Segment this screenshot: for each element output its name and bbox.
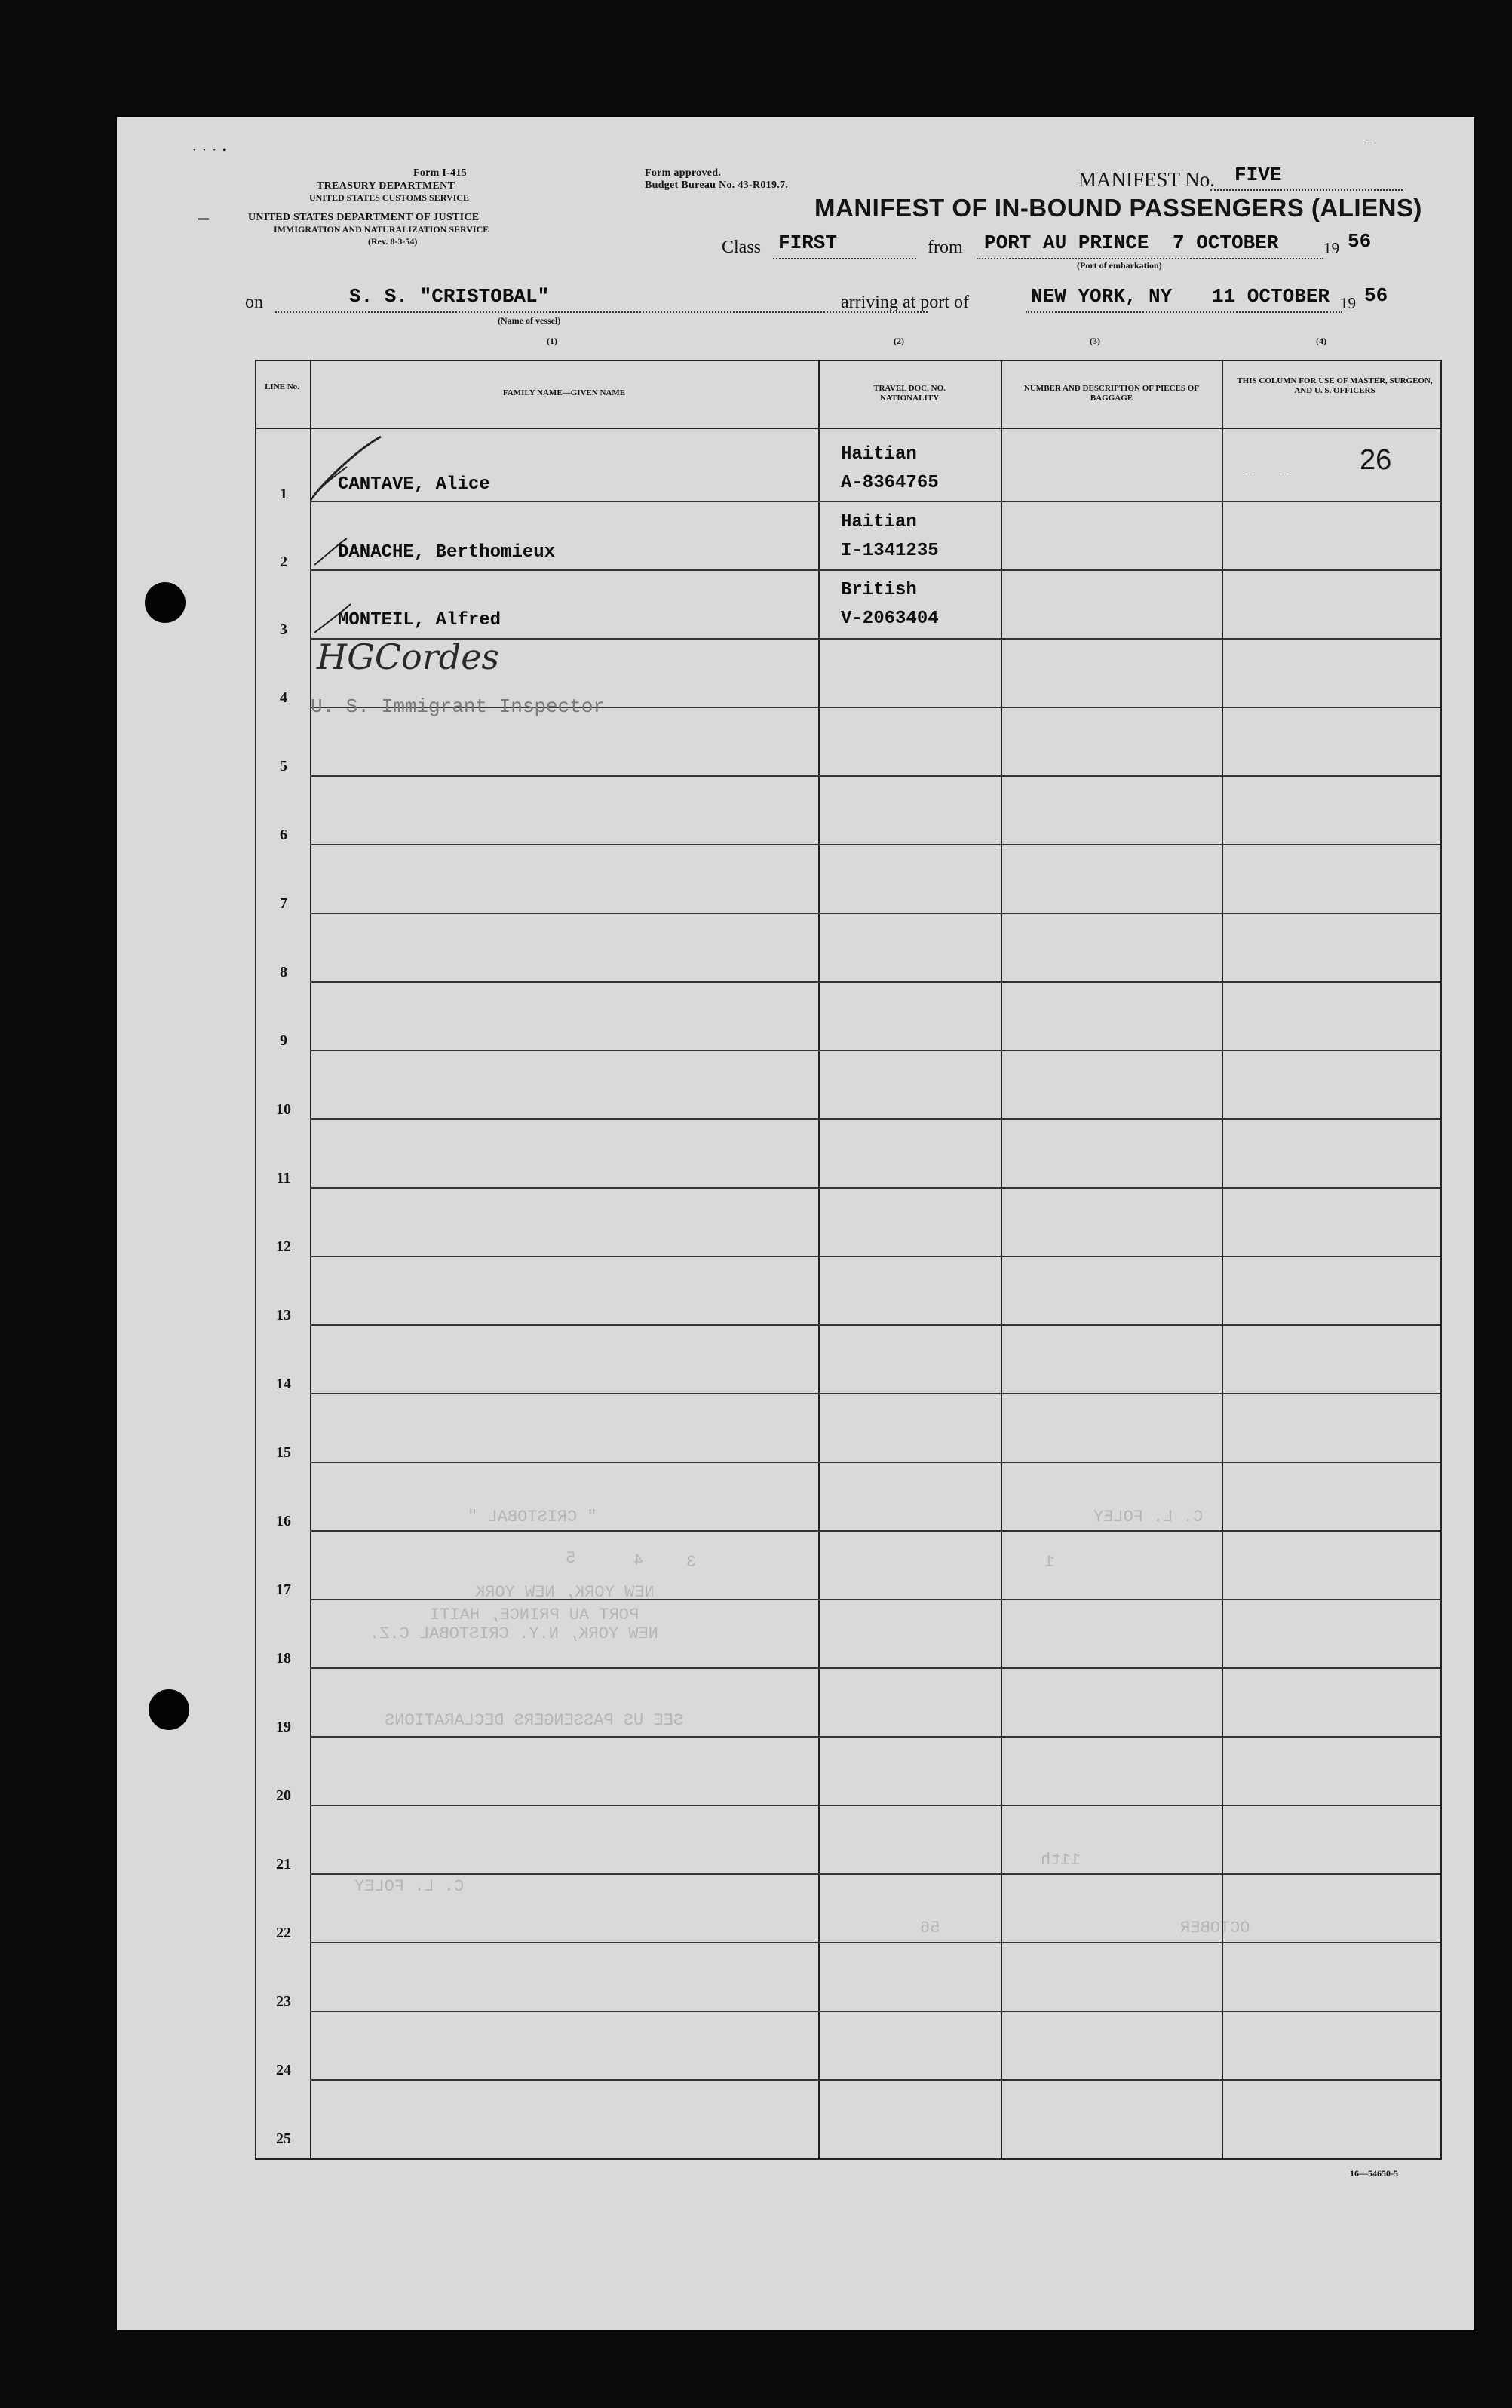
footer-code: 16—54650-5 xyxy=(1350,2168,1398,2179)
arrival-date: 11 OCTOBER xyxy=(1212,285,1330,308)
col-2-number: (2) xyxy=(894,336,904,346)
row-line xyxy=(310,1667,1440,1669)
official-dash: – xyxy=(1282,465,1290,481)
row-line xyxy=(310,1187,1440,1189)
bleed-number: 3 xyxy=(686,1553,697,1572)
vessel-name: S. S. "CRISTOBAL" xyxy=(349,285,550,308)
header-travel-doc: TRAVEL DOC. NO. NATIONALITY xyxy=(873,384,946,403)
bleed-month: OCTOBER xyxy=(1180,1919,1250,1937)
scan-mark: – xyxy=(198,206,209,229)
line-number: 24 xyxy=(276,2062,291,2078)
header-divider xyxy=(256,428,1440,429)
col-3-number: (3) xyxy=(1090,336,1100,346)
row-line xyxy=(310,1118,1440,1120)
header-line-no: LINE No. xyxy=(265,382,299,391)
bleed-number: 4 xyxy=(633,1551,644,1570)
ins-service: IMMIGRATION AND NATURALIZATION SERVICE xyxy=(274,224,489,235)
official-count: 26 xyxy=(1360,444,1392,476)
line-number: 6 xyxy=(280,827,287,843)
passenger-doc-number: I-1341235 xyxy=(841,541,939,561)
row-line xyxy=(310,1324,1440,1326)
row-line xyxy=(310,1393,1440,1394)
row-line xyxy=(310,775,1440,777)
line-number: 14 xyxy=(276,1376,291,1392)
bleed-port: NEW YORK, N.Y. CRISTOBAL C.Z. xyxy=(370,1624,658,1643)
inspector-title: U. S. Immigrant Inspector xyxy=(311,695,606,718)
row-line xyxy=(310,1873,1440,1875)
row-line xyxy=(310,501,1440,502)
passenger-name: CANTAVE, Alice xyxy=(338,474,490,495)
bleed-declarations: SEE US PASSENGERS DECLARATIONS xyxy=(385,1711,684,1730)
passenger-table xyxy=(255,360,1442,2160)
passenger-nationality: Haitian xyxy=(841,444,917,465)
form-approved: Form approved. xyxy=(645,167,722,179)
punch-hole-top xyxy=(145,582,186,623)
passenger-name: DANACHE, Berthomieux xyxy=(338,542,556,563)
line-number: 12 xyxy=(276,1238,291,1255)
line-number: 22 xyxy=(276,1925,291,1941)
row-line xyxy=(310,1805,1440,1806)
line-number: 19 xyxy=(276,1719,291,1735)
justice-dept: UNITED STATES DEPARTMENT OF JUSTICE xyxy=(248,212,480,223)
col-separator xyxy=(1001,361,1002,2158)
line-number: 21 xyxy=(276,1856,291,1873)
row-line xyxy=(310,2079,1440,2081)
vessel-caption: (Name of vessel) xyxy=(498,315,561,326)
year-prefix: 19 xyxy=(1323,239,1339,257)
row-line xyxy=(310,2011,1440,2012)
row-line xyxy=(310,1256,1440,1257)
bleed-port: NEW YORK, NEW YORK xyxy=(475,1583,655,1602)
line-number: 2 xyxy=(280,554,287,570)
manifest-no-label: MANIFEST No. xyxy=(1078,168,1216,191)
arrival-underline xyxy=(1026,311,1342,313)
line-number: 17 xyxy=(276,1581,291,1598)
class-label: Class xyxy=(722,238,762,257)
bleed-year: 56 xyxy=(920,1919,940,1937)
on-label: on xyxy=(245,293,263,312)
line-number: 13 xyxy=(276,1307,291,1324)
col-1-number: (1) xyxy=(547,336,557,346)
embark-date: 7 OCTOBER xyxy=(1173,232,1279,254)
header-officers: THIS COLUMN FOR USE OF MASTER, SURGEON, AND U. S. OFFICERS xyxy=(1237,376,1433,395)
line-number: 3 xyxy=(280,621,287,638)
row-line xyxy=(310,1050,1440,1051)
line-number: 9 xyxy=(280,1032,287,1049)
class-underline xyxy=(773,258,916,259)
treasury-dept: TREASURY DEPARTMENT xyxy=(317,180,455,192)
arrival-port: NEW YORK, NY xyxy=(1031,285,1173,308)
bleed-port: PORT AU PRINCE, HAITI xyxy=(430,1606,639,1624)
passenger-nationality: British xyxy=(841,580,917,600)
bleed-day: 11th xyxy=(1041,1851,1081,1870)
arrival-year: 56 xyxy=(1364,284,1388,307)
checkmark-lines xyxy=(271,406,422,663)
class-value: FIRST xyxy=(778,232,838,254)
line-number: 16 xyxy=(276,1513,291,1529)
line-number: 10 xyxy=(276,1101,291,1118)
arrival-year-prefix: 19 xyxy=(1340,294,1356,312)
embark-port: PORT AU PRINCE xyxy=(984,232,1149,254)
manifest-title: MANIFEST OF IN-BOUND PASSENGERS (ALIENS) xyxy=(814,194,1422,222)
col-separator xyxy=(1222,361,1223,2158)
form-number: Form I-415 xyxy=(413,167,468,179)
row-line xyxy=(310,569,1440,571)
line-number: 11 xyxy=(276,1170,291,1186)
row-line xyxy=(310,844,1440,845)
revision: (Rev. 8-3-54) xyxy=(368,236,418,247)
line-number: 25 xyxy=(276,2130,291,2147)
punch-hole-bottom xyxy=(149,1689,189,1730)
from-underline xyxy=(977,258,1323,259)
passenger-doc-number: A-8364765 xyxy=(841,473,939,493)
line-number: 20 xyxy=(276,1787,291,1804)
customs-service: UNITED STATES CUSTOMS SERVICE xyxy=(309,192,469,203)
row-line xyxy=(310,1942,1440,1943)
manifest-no-underline xyxy=(1210,189,1403,191)
row-line xyxy=(310,981,1440,983)
bleed-number: 1 xyxy=(1044,1553,1055,1572)
embark-year: 56 xyxy=(1348,230,1372,253)
manifest-number: FIVE xyxy=(1234,164,1282,186)
passenger-nationality: Haitian xyxy=(841,512,917,532)
line-number: 1 xyxy=(280,486,287,502)
row-line xyxy=(310,913,1440,914)
header-baggage: NUMBER AND DESCRIPTION OF PIECES OF BAGGAGE xyxy=(1023,384,1200,403)
from-label: from xyxy=(928,238,963,257)
header-name: FAMILY NAME—GIVEN NAME xyxy=(502,388,626,397)
bleed-master: C. L. FOLEY xyxy=(354,1877,465,1896)
official-dash: – xyxy=(1244,465,1252,481)
inspector-signature: HGCordes xyxy=(317,637,500,677)
row-line xyxy=(310,1736,1440,1738)
line-number: 23 xyxy=(276,1993,291,2010)
bleed-vessel: " CRISTOBAL " xyxy=(468,1508,597,1526)
passenger-doc-number: V-2063404 xyxy=(841,609,939,629)
line-number: 4 xyxy=(280,689,287,706)
bleed-officer: C. L. FOLEY xyxy=(1093,1508,1204,1526)
line-number: 7 xyxy=(280,895,287,912)
scan-mark: · · · • xyxy=(192,144,227,157)
row-line xyxy=(310,1530,1440,1532)
col-separator xyxy=(818,361,820,2158)
port-embark-caption: (Port of embarkation) xyxy=(1077,260,1162,271)
line-number: 18 xyxy=(276,1650,291,1667)
budget-bureau: Budget Bureau No. 43-R019.7. xyxy=(645,179,789,191)
row-line xyxy=(310,1462,1440,1463)
bleed-number: 5 xyxy=(566,1549,576,1568)
col-4-number: (4) xyxy=(1316,336,1326,346)
scan-mark: ‾ xyxy=(1365,141,1372,163)
arriving-label: arriving at port of xyxy=(841,293,969,312)
passenger-name: MONTEIL, Alfred xyxy=(338,610,501,630)
line-number: 5 xyxy=(280,758,287,775)
line-number: 15 xyxy=(276,1444,291,1461)
vessel-underline xyxy=(275,311,928,313)
line-number: 8 xyxy=(280,964,287,980)
